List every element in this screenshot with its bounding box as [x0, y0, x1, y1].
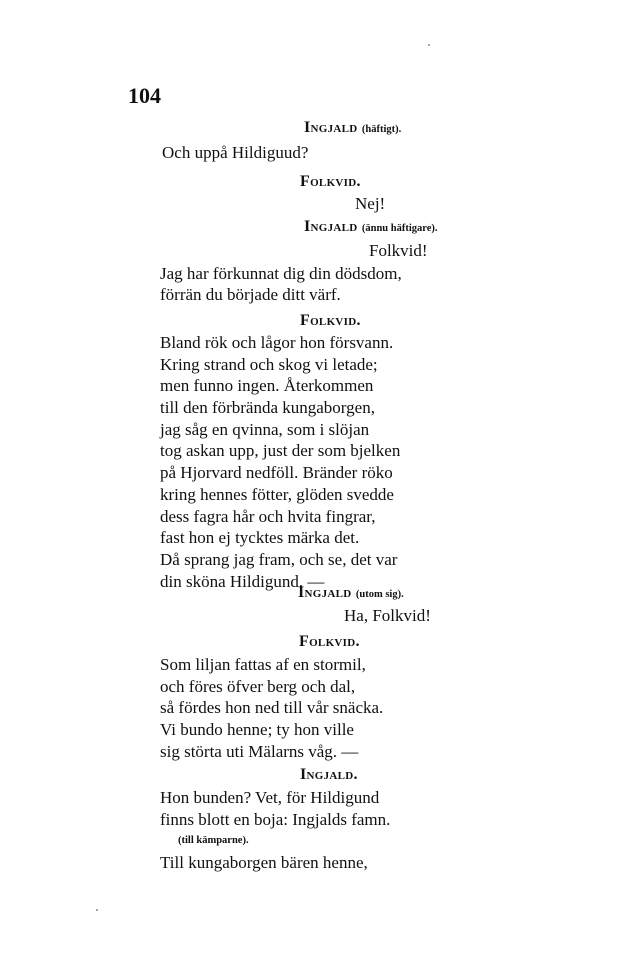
verse-line: dess fagra hår och hvita fingrar, [160, 506, 376, 526]
speaker-heading [300, 312, 361, 330]
verse-block [160, 332, 400, 592]
verse-line: Hon bunden? Vet, för Hildigund [160, 788, 380, 807]
speaker-heading [299, 633, 360, 651]
verse-line: men funno ingen. Återkommen [160, 376, 374, 396]
verse-line: sig störta uti Mälarns våg. — [160, 741, 359, 761]
verse-line: Folkvid! [369, 241, 428, 260]
speaker-name: Ingjald [304, 119, 358, 136]
verse-line: kring hennes fötter, glöden svedde [160, 484, 394, 504]
verse-line: så fördes hon ned till vår snäcka. [160, 698, 384, 718]
stage-direction: (ännu häftigare). [361, 223, 438, 234]
speaker-name: Ingjald [298, 584, 352, 601]
verse-line: tog askan upp, just der som bjelken [160, 441, 401, 461]
scan-speck [96, 909, 98, 911]
verse-line: finns blott en boja: Ingjalds famn. [160, 810, 391, 829]
verse-line: på Hjorvard nedföll. Bränder röko [160, 463, 393, 483]
speaker-heading [298, 584, 404, 602]
page-number: 104 [128, 83, 161, 108]
verse-line: förrän du började ditt värf. [160, 285, 341, 304]
verse-line: Till kungaborgen bären henne, [160, 853, 368, 872]
speaker-heading [304, 218, 438, 236]
verse-line: och föres öfver berg och dal, [160, 676, 356, 696]
verse-line: Som liljan fattas af en stormil, [160, 655, 366, 674]
verse-line: Vi bundo henne; ty hon ville [160, 720, 354, 740]
speaker-heading [304, 119, 401, 137]
stage-direction: (häftigt). [361, 124, 402, 135]
scan-speck [428, 44, 430, 46]
stage-direction: (utom sig). [355, 589, 404, 600]
speaker-name: Folkvid. [299, 633, 360, 650]
verse-line: jag såg en qvinna, som i slöjan [160, 419, 370, 439]
verse-line: Kring strand och skog vi letade; [160, 354, 378, 374]
verse-block [160, 654, 383, 762]
speaker-name: Ingjald [304, 218, 358, 235]
verse-line: till den förbrända kungaborgen, [160, 398, 375, 418]
speaker-name: Folkvid. [300, 312, 361, 329]
verse-line: Bland rök och lågor hon försvann. [160, 333, 394, 352]
speaker-name: Ingjald. [300, 766, 358, 783]
verse-line: din sköna Hildigund. — [160, 571, 325, 591]
stage-direction: (till kämparne). [178, 835, 249, 846]
verse-line: Jag har förkunnat dig din dödsdom, [160, 264, 402, 283]
verse-line: Då sprang jag fram, och se, det var [160, 549, 398, 569]
speaker-heading [300, 173, 361, 191]
verse-line: Ha, Folkvid! [344, 606, 431, 625]
verse-line: Nej! [355, 194, 386, 213]
verse-line: Och uppå Hildiguud? [162, 143, 309, 162]
speaker-name: Folkvid. [300, 173, 361, 190]
verse-line: fast hon ej tycktes märka det. [160, 528, 360, 548]
speaker-heading [300, 766, 358, 784]
